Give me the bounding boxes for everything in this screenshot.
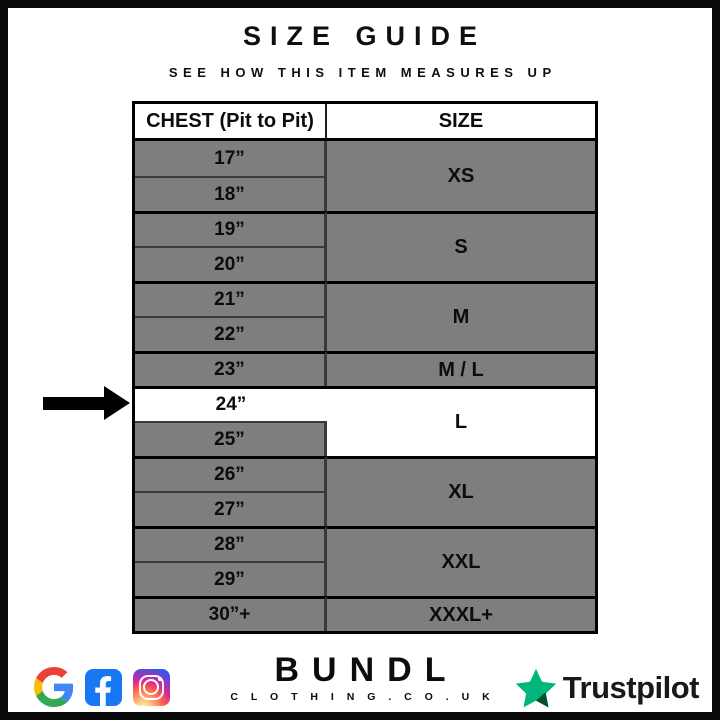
brand-name: BUNDL [274,651,459,689]
table-header-row [135,104,595,141]
size-cell-l: L [327,386,595,456]
chest-cell-30inplus: 30”+ [135,596,327,631]
size-cell-s: S [327,211,595,281]
size-cell-xxl: XXL [327,526,595,596]
chest-cell-22in: 22” [135,316,327,351]
arrow-shaft [43,397,105,410]
chest-cell-17in: 17” [135,141,327,176]
size-table-body [135,141,595,631]
size-cell-m-l: M / L [327,351,595,386]
chest-cell-20in: 20” [135,246,327,281]
table-header-size: SIZE [438,109,484,132]
chest-cell-26in: 26” [135,456,327,491]
size-guide-table [132,101,598,634]
page-subtitle: SEE HOW THIS ITEM MEASURES UP [168,65,557,80]
chest-cell-25in: 25” [135,421,327,456]
trustpilot-label: Trustpilot [562,670,699,705]
chest-cell-18in: 18” [135,176,327,211]
brand-domain: C L O T H I N G . C O . U K [230,691,495,703]
table-header-chest: CHEST (Pit to Pit) [135,104,327,138]
selection-arrow-icon [43,386,130,420]
size-cell-xxxlplus: XXXL+ [327,596,595,631]
size-cell-xs: XS [327,141,595,211]
chest-cell-21in: 21” [135,281,327,316]
chest-cell-29in: 29” [135,561,327,596]
size-cell-xl: XL [327,456,595,526]
chest-cell-19in: 19” [135,211,327,246]
trustpilot-logo[interactable] [514,666,699,710]
arrow-head [104,386,130,420]
page-title: SIZE GUIDE [242,21,487,51]
chest-cell-24in: 24” [135,386,327,421]
chest-cell-23in: 23” [135,351,327,386]
size-cell-m: M [327,281,595,351]
chest-cell-28in: 28” [135,526,327,561]
chest-cell-27in: 27” [135,491,327,526]
trustpilot-star-icon [514,666,558,710]
